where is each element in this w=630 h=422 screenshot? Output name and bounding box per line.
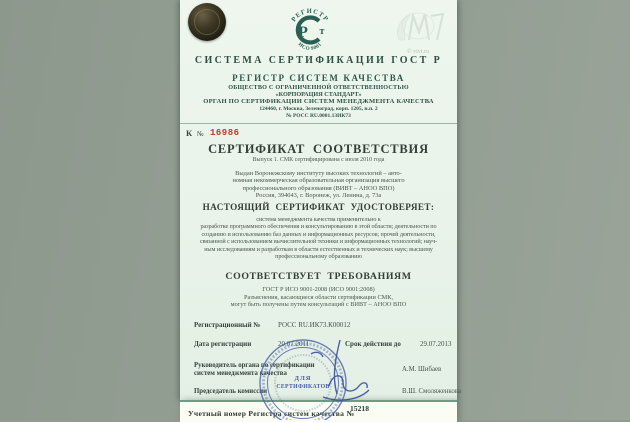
org-body-line: ОРГАН ПО СЕРТИФИКАЦИИ СИСТЕМ МЕНЕДЖМЕНТА КАЧЕСТВА bbox=[203, 98, 434, 105]
issued-line: Россия, 394043, г. Воронеж, ул. Ленина, д. 73а bbox=[255, 192, 382, 200]
head-of-body-name: А.М. Шибаев bbox=[402, 366, 442, 373]
registry-footer-strip bbox=[180, 400, 457, 422]
vivt-watermark-logo-icon bbox=[385, 6, 451, 58]
complies-heading: СООТВЕТСТВУЕТ ТРЕБОВАНИЯМ bbox=[225, 271, 412, 282]
org-name-line: ОБЩЕСТВО С ОГРАНИЧЕННОЙ ОТВЕТСТВЕННОСТЬЮ bbox=[228, 84, 409, 91]
system-title: СИСТЕМА СЕРТИФИКАЦИИ ГОСТ Р bbox=[194, 55, 443, 66]
stamp-center-line1: ДЛЯ bbox=[294, 375, 312, 382]
blank-number-k: К bbox=[186, 128, 193, 138]
registration-date-value: 20.07.2011 bbox=[278, 340, 310, 348]
head-of-body-label bbox=[194, 362, 315, 378]
certificate-title: СЕРТИФИКАТ СООТВЕТСТВИЯ bbox=[208, 142, 429, 156]
scope-paragraph bbox=[180, 216, 457, 260]
org-address-line: 124460, г. Москва, Зеленоград, корп. 1205, н.п. 2 bbox=[259, 106, 378, 112]
standard-line: ГОСТ Р ИСО 9001-2008 (ИСО 9001:2008) bbox=[262, 286, 375, 293]
certificate-page bbox=[180, 0, 461, 400]
header-divider bbox=[180, 123, 457, 124]
registration-number-value: РОСС RU.ИК73.К00012 bbox=[278, 321, 351, 329]
hologram-seal-icon bbox=[188, 3, 226, 41]
registration-number-label: Регистрационный № bbox=[194, 321, 261, 329]
valid-until-label: Срок действия до bbox=[345, 340, 401, 348]
commission-chair-label: Председатель комиссии bbox=[194, 388, 268, 395]
rst-register-logo-icon bbox=[284, 4, 336, 58]
scope-line: связанной с использованием вычислительной техники и информационных технологий; науч- bbox=[199, 238, 438, 246]
blank-number-sign: № bbox=[197, 130, 204, 138]
rst-arc-bottom-text: ИСО 9001 bbox=[296, 41, 324, 53]
scope-line: система менеджмента качества применительно к bbox=[256, 216, 381, 223]
blank-number-value: 16986 bbox=[210, 128, 240, 138]
commission-chair-name: В.Ш. Смоляженкова bbox=[402, 388, 461, 395]
standard-paragraph bbox=[180, 286, 457, 309]
valid-until-value: 29.07.2013 bbox=[420, 340, 452, 348]
stamp-center-line2: СЕРТИФИКАТОВ bbox=[276, 384, 330, 390]
rst-monogram-t: т bbox=[319, 26, 325, 37]
rst-arc-top-text: РЕГИСТР bbox=[290, 7, 330, 24]
issued-line: профессионального образования (ВИВТ – АНОО ВПО) bbox=[242, 184, 395, 192]
rst-monogram-p: Р bbox=[298, 24, 308, 41]
watermark-credit: © vivt.ru bbox=[407, 49, 429, 55]
registry-title: РЕГИСТР СИСТЕМ КАЧЕСТВА bbox=[232, 73, 405, 83]
certifies-heading: НАСТОЯЩИЙ СЕРТИФИКАТ УДОСТОВЕРЯЕТ: bbox=[202, 202, 435, 212]
registry-footer-number: 15218 bbox=[350, 404, 369, 413]
registration-date-label: Дата регистрации bbox=[194, 340, 252, 348]
registry-footer-label: Учетный номер Регистра систем качества № bbox=[188, 409, 355, 418]
org-name-line: «КОРПОРАЦИЯ СТАНДАРТ» bbox=[275, 91, 362, 98]
issued-line: номная некоммерческая образовательная организация высшего bbox=[232, 177, 405, 185]
scope-line: профессиональному образованию bbox=[275, 253, 362, 261]
issued-to-paragraph bbox=[180, 170, 457, 200]
scope-line: ным исследованиям и разработкам в области естественных и технических наук; высшему bbox=[204, 245, 433, 253]
head-label-line: Руководитель органа по сертификации bbox=[194, 362, 315, 369]
org-ross-number: № РОСС RU.0001.13ИК73 bbox=[286, 112, 351, 119]
standard-line: Разъяснения, касающиеся области сертификации СМК, bbox=[243, 293, 394, 301]
scope-line: созданию и использованию баз данных и информационных ресурсов; прочей деятельности, bbox=[201, 230, 436, 238]
certificate-subtitle: Выпуск 1. СМК сертифицирована с июля 2010 года bbox=[252, 157, 385, 163]
standard-line: могут быть получены путем консультаций с ВИВТ – АНОО ВПО bbox=[230, 301, 407, 308]
scope-line: разработке программного обеспечения и консультированию в этой области; деятельности по bbox=[200, 223, 437, 231]
issued-line: Выдан Воронежскому институту высоких технологий – авто- bbox=[235, 170, 402, 177]
head-label-line: систем менеджмента качества bbox=[194, 370, 287, 378]
